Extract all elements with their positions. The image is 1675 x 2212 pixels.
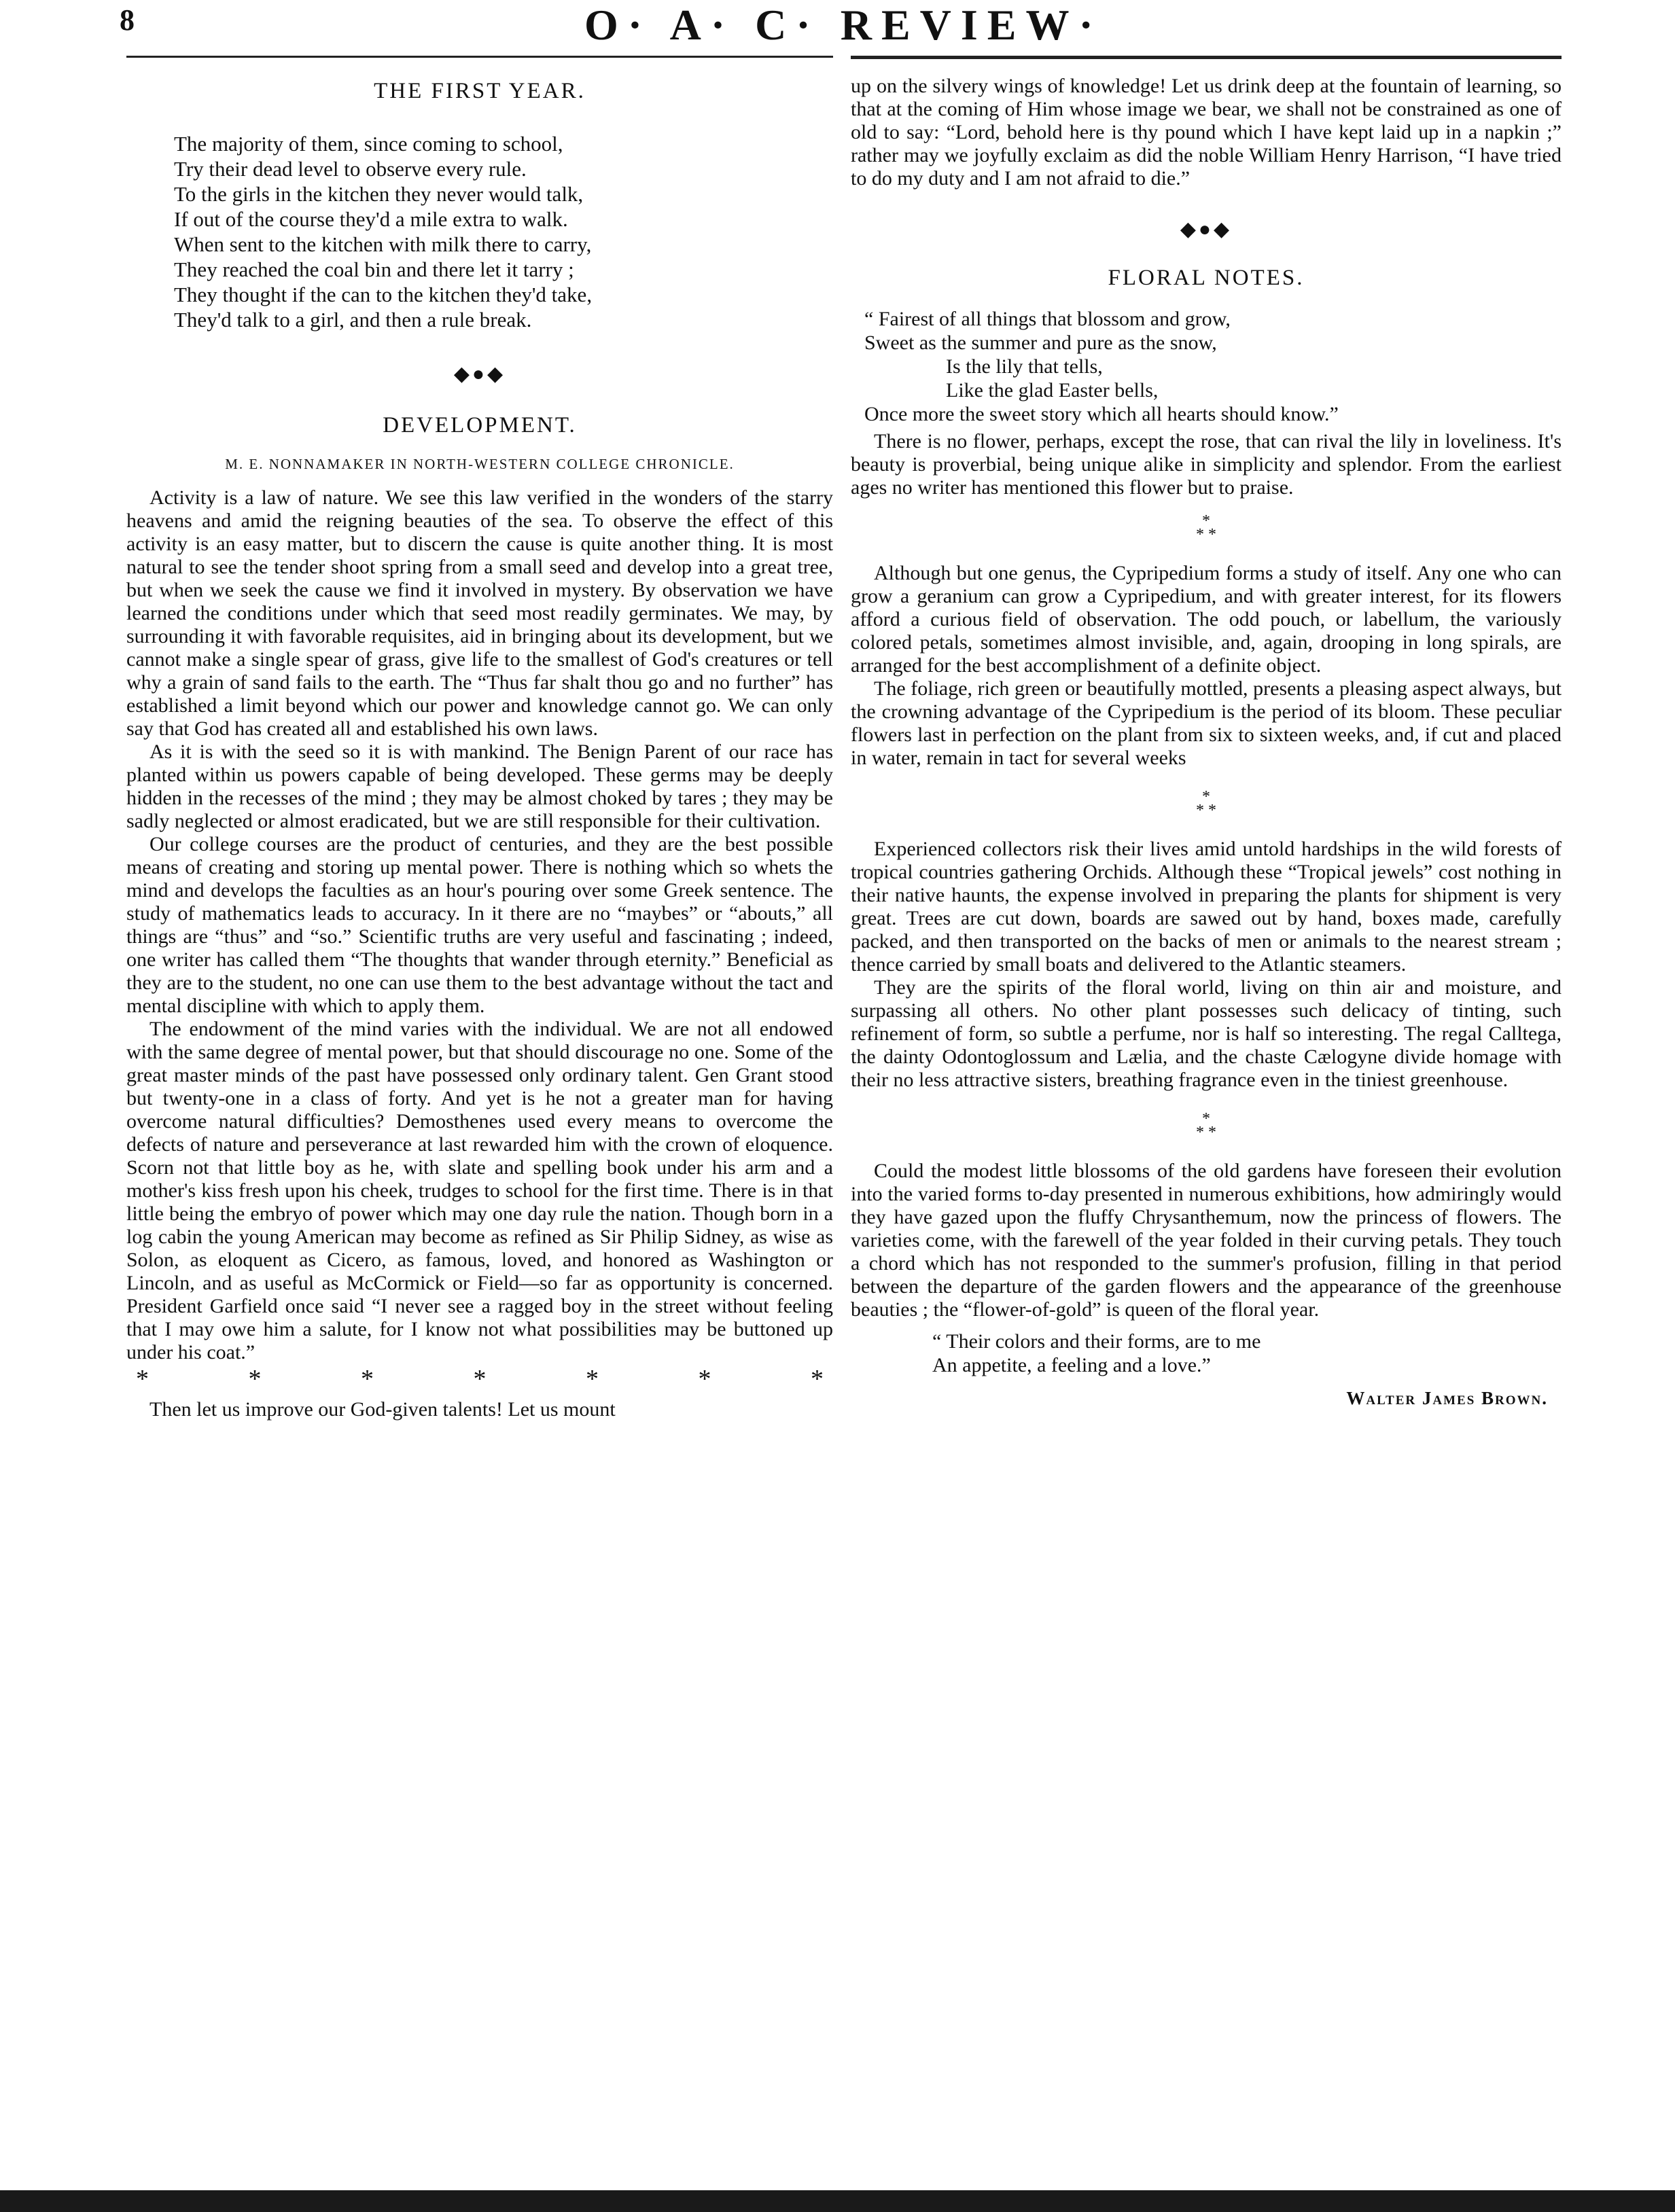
section-ornament: ◆●◆ [1180, 218, 1233, 240]
asterism: * * * [1196, 512, 1216, 543]
development-paragraph: Our college courses are the product of centuries, and they are the best possible means of creating and storing up mental power. There is nothing which so whets the mind and develops the faculties as an hour's pouring over some Greek sentence. The study of mathematics leads to accuracy. In it there are no “maybes” or “abouts,” all things are “thus” and “so.” Scientific truths are very useful and fascinating ; indeed, one writer has called them “The thoughts that wander through eternity.” Beneficial as they are to the student, no one can use them to the best advantage without the tact and mental discipline with which to apply them. [126, 833, 833, 1017]
asterism: * * * [1196, 1110, 1216, 1141]
section-ornament: ◆●◆ [453, 363, 506, 385]
star: * [473, 1365, 487, 1393]
star: * [248, 1365, 262, 1393]
star: * [811, 1365, 824, 1393]
header-rule-right [851, 56, 1562, 59]
star: * [698, 1365, 711, 1393]
development-paragraph: Activity is a law of nature. We see this law verified in the wonders of the starry heavens and amid the reigning beauties of the sea. To observe the effect of this activity is an easy matter, but to discern the cause is quite another thing. It is most natural to see the tender shoot spring from a small seed and develop into a great tree, but when we seek the cause we find it involved in mystery. By observation we have learned the conditions under which that seed most readily germinates. We may, by surrounding it with favorable requisites, aid in bringing about its development, but we cannot make a single spear of grass, give life to the smallest of God's creatures or tell why a grain of sand fails to the earth. The “Thus far shalt thou go and no further” has established a limit beyond which our power and knowledge cannot go. We can only say that God has created all and established his own laws. [126, 486, 833, 740]
poem-line: Sweet as the summer and pure as the snow, [864, 332, 1217, 354]
poem-line: Like the glad Easter bells, [946, 379, 1159, 402]
scan-edge [0, 2190, 1675, 2212]
floral-notes-title: FLORAL NOTES. [1108, 266, 1305, 290]
floral-paragraph: Experienced collectors risk their lives amid untold hardships in the wild forests of tropical countries gathering Orchids. Although these “Tropical jewels” cost nothing in their native haunts, the expense involved in preparing the plants for shipment is very great. Trees are cut down, boards are sawed out by hand, boxes made, carefully packed, and then transported on the backs of men or animals to the nearest stream ; thence carried by small boats and delivered to the Atlantic steamers. [851, 838, 1562, 976]
floral-paragraph: Could the modest little blossoms of the old gardens have foreseen their evolution into the varied forms to-day presented in numerous exhibitions, how admiringly would they have gazed upon the fluffy Chrysanthemum, now the princess of flowers. The varieties come, with the farewell of the year folded in their curving petals. They touch a chord which has not responded to the summer's profusion, filling in that period between the departure of the garden flowers and the appearance of the greenhouse beauties ; the “flower-of-gold” is queen of the floral year. [851, 1160, 1562, 1321]
floral-paragraph: Although but one genus, the Cypripedium forms a study of itself. Any one who can grow a geranium can grow a Cypripedium, and with greater interest, for its flowers afford a curious field of observation. The odd pouch, or labellum, the variously colored petals, sometimes almost invisible, and, again, drooping in long spirals, are arranged for the best accomplishment of a definite object. [851, 562, 1562, 677]
floral-paragraph: They are the spirits of the floral world, living on thin air and moisture, and surpassing all others. No other plant possesses such delicacy of tinting, such refinement of form, so subtle a perfume, nor is half so interesting. The regal Calltega, the dainty Odontoglossum and Lælia, and the chaste Cælogyne divide homage with their no less attractive sisters, breathing fragrance even in the tiniest greenhouse. [851, 976, 1562, 1091]
star: * [586, 1365, 599, 1393]
poem-line: They thought if the can to the kitchen they'd take, [174, 283, 593, 306]
poem-line: An appetite, a feeling and a love.” [932, 1354, 1211, 1376]
page-number: 8 [120, 3, 135, 37]
star-divider [126, 1364, 833, 1394]
poem-line: When sent to the kitchen with milk there to carry, [174, 232, 592, 256]
header-rule-left [126, 56, 833, 58]
poem-line: Once more the sweet story which all hearts should know.” [864, 403, 1339, 425]
floral-paragraph: The foliage, rich green or beautifully mottled, presents a pleasing aspect always, but the crowning advantage of the Cypripedium is the period of its bloom. These peculiar flowers last in perfection on the plant from six to sixteen weeks, and, if cut and placed in water, remain in tact for several weeks [851, 677, 1562, 769]
floral-paragraph: There is no flower, perhaps, except the rose, that can rival the lily in loveliness. It's beauty is proverbial, being unique alike in simplicity and splendor. From the earliest ages no writer has mentioned this flower but to praise. [851, 430, 1562, 499]
development-paragraph: As it is with the seed so it is with mankind. The Benign Parent of our race has planted within us powers capable of being developed. These germs may be deeply hidden in the recesses of the mind ; they may be almost choked by tares ; they may be sadly neglected or almost eradicated, but we are still responsible for their cultivation. [126, 741, 833, 832]
left-column [126, 75, 833, 1421]
star: * [136, 1365, 149, 1393]
development-continuation: up on the silvery wings of knowledge! Let us drink deep at the fountain of learning, so that at the coming of Him whose image we bear, we shall not be constrained as one of old to say: “Lord, behold here is thy pound which I have kept laid up in a napkin ;” rather may we joyfully exclaim as did the noble William Henry Harrison, “I have tried to do my duty and I am not afraid to die.” [851, 75, 1562, 190]
poem-line: They reached the coal bin and there let it tarry ; [174, 257, 574, 281]
development-closing: Then let us improve our God-given talents! Let us mount [149, 1398, 616, 1421]
asterism: * * * [1196, 788, 1216, 819]
star: * [361, 1365, 374, 1393]
poem-line: If out of the course they'd a mile extra to walk. [174, 207, 568, 231]
poem-line: “ Their colors and their forms, are to me [932, 1330, 1261, 1353]
masthead-title: O· A· C· REVIEW· [584, 1, 1103, 49]
poem-line: To the girls in the kitchen they never would talk, [174, 182, 584, 206]
development-title: DEVELOPMENT. [383, 413, 577, 438]
first-year-title: THE FIRST YEAR. [374, 79, 586, 103]
poem-line: “ Fairest of all things that blossom and grow, [864, 308, 1231, 330]
right-column [851, 75, 1562, 1409]
development-attribution: M. E. NONNAMAKER IN NORTH-WESTERN COLLEGE CHRONICLE. [225, 456, 735, 472]
poem-line: The majority of them, since coming to school, [174, 132, 563, 156]
author-signature: Walter James Brown. [1346, 1388, 1548, 1408]
development-paragraph: The endowment of the mind varies with the individual. We are not all endowed with the same degree of mental power, but that should discourage no one. Some of the great master minds of the past have possessed only ordinary talent. Gen Grant stood but twenty-one in a class of forty. And yet is he not a greater man for having overcome natural difficulties? Demosthenes used every means to overcome the defects of nature and perseverance at last rewarded him with the crown of eloquence. Scorn not that little boy as he, with slate and spelling book under his arm and a mother's kiss fresh upon his cheek, trudges to school for the first time. There is in that little being the embryo of power which may one day rule the nation. Though born in a log cabin the young American may become as refined as Sir Philip Sidney, as wise as Solon, as eloquent as Cicero, as famous, loved, and honored as Washington or Lincoln, and as useful as McCormick or Field—so far as opportunity is concerned. President Garfield once said “I never see a ragged boy in the street without feeling that I may owe him a salute, for I know not what possibilities may be buttoned up under his coat.” [126, 1018, 833, 1363]
first-year-poem [174, 131, 833, 332]
poem-line: Try their dead level to observe every rule. [174, 157, 527, 181]
poem-line: They'd talk to a girl, and then a rule break. [174, 308, 532, 332]
poem-line: Is the lily that tells, [946, 355, 1103, 378]
closing-poem [932, 1330, 1562, 1377]
floral-poem [864, 307, 1562, 426]
